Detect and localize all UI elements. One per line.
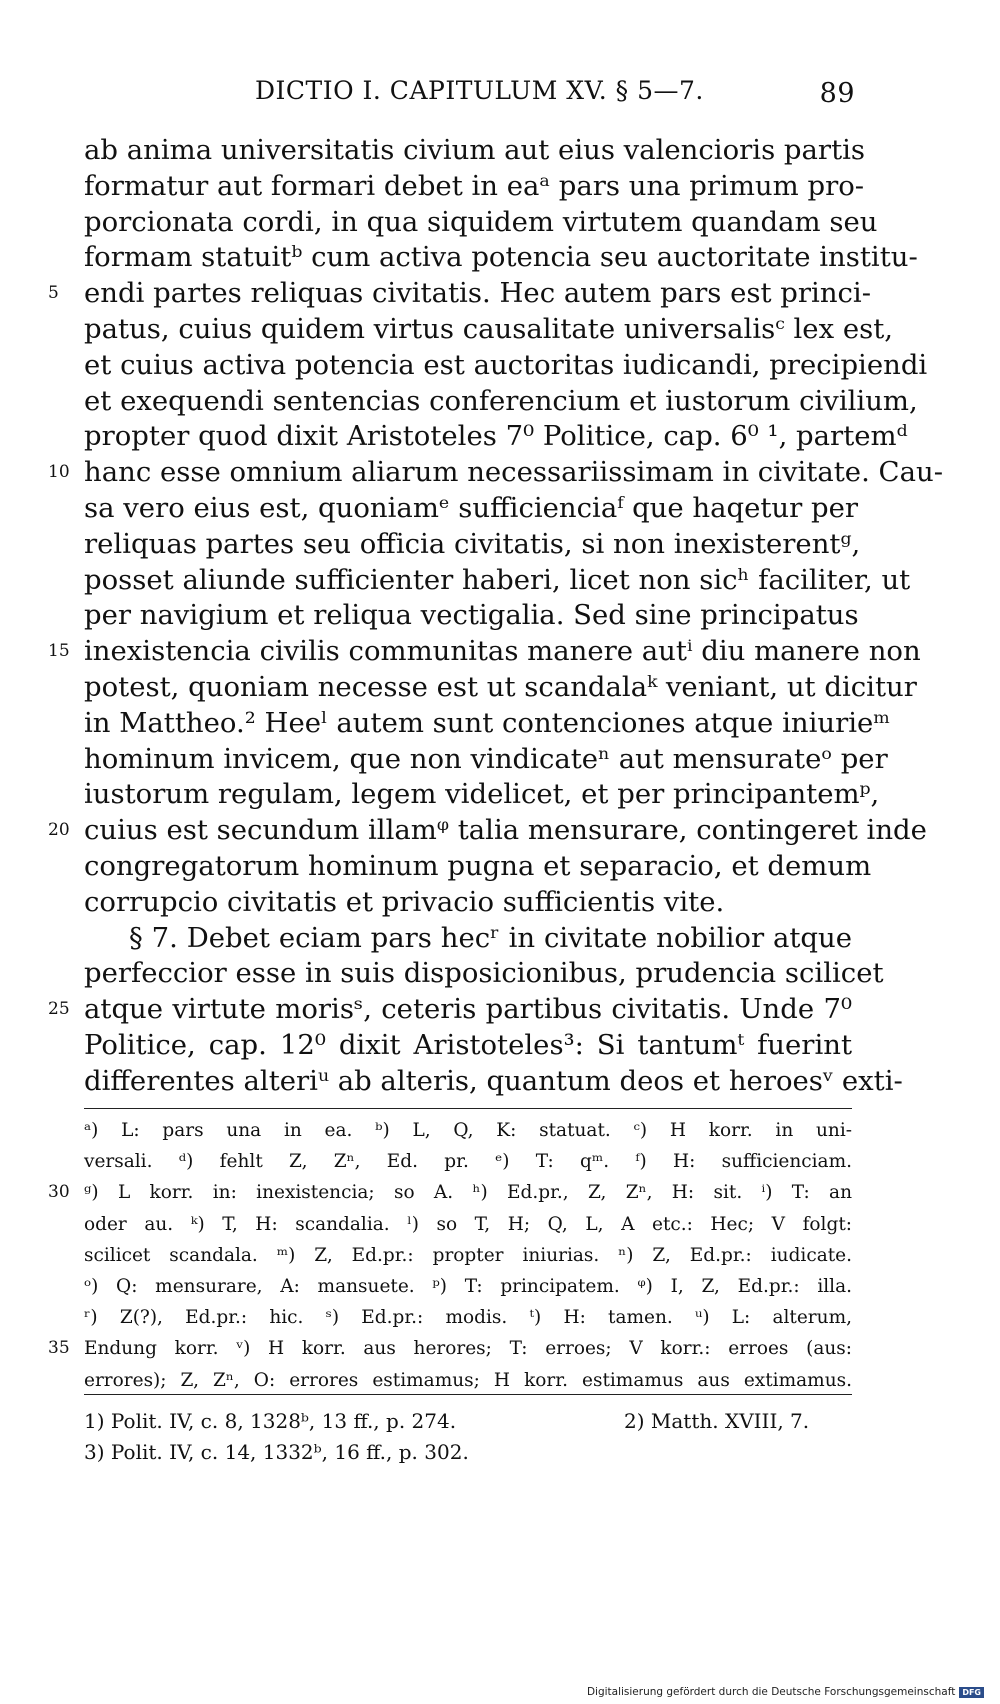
- reference-1: 1) Polit. IV, c. 8, 1328ᵇ, 13 ff., p. 274.: [84, 1409, 457, 1433]
- line-text: hanc esse omnium aliarum necessariissimam in civitate. Cau-: [84, 456, 943, 489]
- text-line: [48, 455, 943, 491]
- line-text: cuius est secundum illamᵠ talia mensurare, contingeret inde: [84, 814, 927, 847]
- text-line: [84, 670, 917, 706]
- text-line: [48, 813, 927, 849]
- note-text: ʳ) Z(?), Ed.pr.: hic. ˢ) Ed.pr.: modis. ᵗ) H: tamen. ᵘ) L: alterum,: [84, 1307, 852, 1329]
- note-line: [84, 1271, 852, 1302]
- note-line: [84, 1240, 852, 1271]
- line-text: endi partes reliquas civitatis. Hec autem pars est princi-: [84, 277, 872, 310]
- line-text: et exequendi sentencias conferencium et iustorum civilium,: [84, 384, 918, 417]
- line-text: perfeccior esse in suis disposicionibus, prudencia scilicet: [84, 957, 884, 990]
- text-line: [84, 563, 911, 599]
- line-text: ab anima universitatis civium aut eius valencioris partis: [84, 134, 866, 166]
- line-text: propter quod dixit Aristoteles 7⁰ Politice, cap. 6⁰ ¹, partemᵈ: [84, 420, 908, 453]
- line-text: formam statuitᵇ cum activa potencia seu auctoritate institu-: [84, 241, 918, 274]
- note-text: ᵒ) Q: mensurare, A: mansuete. ᵖ) T: principatem. ᵠ) I, Z, Ed.pr.: illa.: [84, 1275, 852, 1297]
- line-text: congregatorum hominum pugna et separacio, et demum: [84, 849, 872, 882]
- line-text: in Mattheo.² Heeˡ autem sunt contenciones atque iniurieᵐ: [84, 706, 891, 739]
- line-number: 10: [48, 462, 70, 483]
- note-text: errores); Z, Zⁿ, O: errores estimamus; H korr. estimamus aus extimamus.: [84, 1369, 852, 1391]
- reference-line: [84, 1406, 852, 1437]
- references-separator: [84, 1394, 852, 1395]
- note-line: [84, 1365, 852, 1396]
- text-line: [84, 133, 866, 169]
- text-line: [84, 491, 859, 527]
- text-line: [84, 205, 878, 241]
- text-line: [84, 348, 928, 384]
- running-title: DICTIO I. CAPITULUM XV. § 5—7.: [255, 76, 704, 105]
- text-line: [84, 384, 918, 420]
- page-number: 89: [819, 78, 855, 109]
- reference-2: 2) Matth. XVIII, 7.: [624, 1409, 810, 1433]
- text-line: [84, 1028, 852, 1064]
- note-text: oder au. ᵏ) T, H: scandalia. ˡ) so T, H; Q, L, A etc.: Hec; V folgt:: [84, 1213, 852, 1235]
- line-number: 30: [48, 1182, 70, 1203]
- dfg-logo: DFG: [959, 1687, 984, 1698]
- note-text: ᵃ) L: pars una in ea. ᵇ) L, Q, K: statuat. ᶜ) H korr. in uni-: [84, 1120, 852, 1141]
- reference-3: 3) Polit. IV, c. 14, 1332ᵇ, 16 ff., p. 302.: [84, 1440, 469, 1464]
- line-text: reliquas partes seu officia civitatis, si non inexisterentᵍ,: [84, 527, 861, 560]
- text-line: [84, 1064, 903, 1100]
- text-line: [84, 921, 852, 957]
- text-line: [84, 169, 865, 205]
- line-text: Politice, cap. 12⁰ dixit Aristoteles³: Si tantumᵗ fuerint: [84, 1028, 852, 1061]
- credit-text: Digitalisierung gefördert durch die Deutsche Forschungsgemeinschaft: [586, 1686, 956, 1698]
- reference-line: [84, 1437, 852, 1468]
- line-text: per navigium et reliqua vectigalia. Sed sine principatus: [84, 599, 859, 632]
- line-text: corrupcio civitatis et privacio sufficientis vite.: [84, 885, 725, 918]
- line-number: 35: [48, 1338, 70, 1359]
- line-text: atque virtute morisˢ, ceteris partibus civitatis. Unde 7⁰: [84, 993, 852, 1026]
- line-text: § 7. Debet eciam pars hecʳ in civitate nobilior atque: [129, 921, 852, 954]
- text-line: [84, 527, 861, 563]
- text-line: [84, 419, 908, 455]
- note-line: [84, 1209, 852, 1240]
- text-line: [84, 312, 893, 348]
- note-text: scilicet scandala. ᵐ) Z, Ed.pr.: propter iniurias. ⁿ) Z, Ed.pr.: iudicate.: [84, 1244, 852, 1266]
- line-text: sa vero eius est, quoniamᵉ sufficienciaᶠ que haqetur per: [84, 491, 859, 524]
- line-text: inexistencia civilis communitas manere autⁱ diu manere non: [84, 635, 921, 668]
- text-line: [84, 598, 859, 634]
- note-text: Endung korr. ᵛ) H korr. aus herores; T: erroes; V korr.: erroes (aus:: [84, 1338, 852, 1360]
- line-text: et cuius activa potencia est auctoritas iudicandi, precipiendi: [84, 348, 928, 381]
- text-line: [48, 992, 852, 1028]
- text-line: [84, 706, 891, 742]
- line-text: posset aliunde sufficienter haberi, licet non sicʰ faciliter, ut: [84, 563, 911, 596]
- text-line: [84, 849, 872, 885]
- text-line: [48, 276, 872, 312]
- text-line: [84, 777, 880, 813]
- digitization-credit: [587, 1686, 984, 1698]
- line-text: porcionata cordi, in qua siquidem virtutem quandam seu: [84, 205, 878, 238]
- note-line: [84, 1146, 852, 1177]
- note-line: [48, 1177, 852, 1208]
- line-text: hominum invicem, que non vindicateⁿ aut mensurateᵒ per: [84, 742, 888, 775]
- variant-notes: [48, 1115, 852, 1396]
- running-header: [255, 76, 855, 110]
- note-text: ᵍ) L korr. in: inexistencia; so A. ʰ) Ed.pr., Z, Zⁿ, H: sit. ⁱ) T: an: [84, 1182, 852, 1204]
- text-line: [84, 742, 888, 778]
- line-text: iustorum regulam, legem videlicet, et per principantemᵖ,: [84, 778, 880, 811]
- line-number: 5: [48, 283, 59, 304]
- source-references: [84, 1406, 852, 1468]
- line-text: patus, cuius quidem virtus causalitate universalisᶜ lex est,: [84, 312, 893, 345]
- notes-separator: [84, 1108, 852, 1109]
- text-line: [48, 634, 921, 670]
- line-number: 20: [48, 820, 70, 841]
- line-number: 15: [48, 641, 70, 662]
- note-line: [84, 1302, 852, 1333]
- text-line: [84, 240, 918, 276]
- line-number: 25: [48, 999, 70, 1020]
- text-line: [84, 885, 852, 921]
- line-text: potest, quoniam necesse est ut scandalaᵏ veniant, ut dicitur: [84, 670, 917, 703]
- line-text: formatur aut formari debet in eaᵃ pars una primum pro-: [84, 169, 865, 202]
- text-line: [84, 956, 884, 992]
- note-line: [84, 1115, 852, 1146]
- note-text: versali. ᵈ) fehlt Z, Zⁿ, Ed. pr. ᵉ) T: qᵐ. ᶠ) H: sufficienciam.: [84, 1151, 852, 1173]
- main-text: [48, 133, 943, 1100]
- line-text: differentes alteriᵘ ab alteris, quantum deos et heroesᵛ exti-: [84, 1064, 903, 1097]
- note-line: [48, 1333, 852, 1364]
